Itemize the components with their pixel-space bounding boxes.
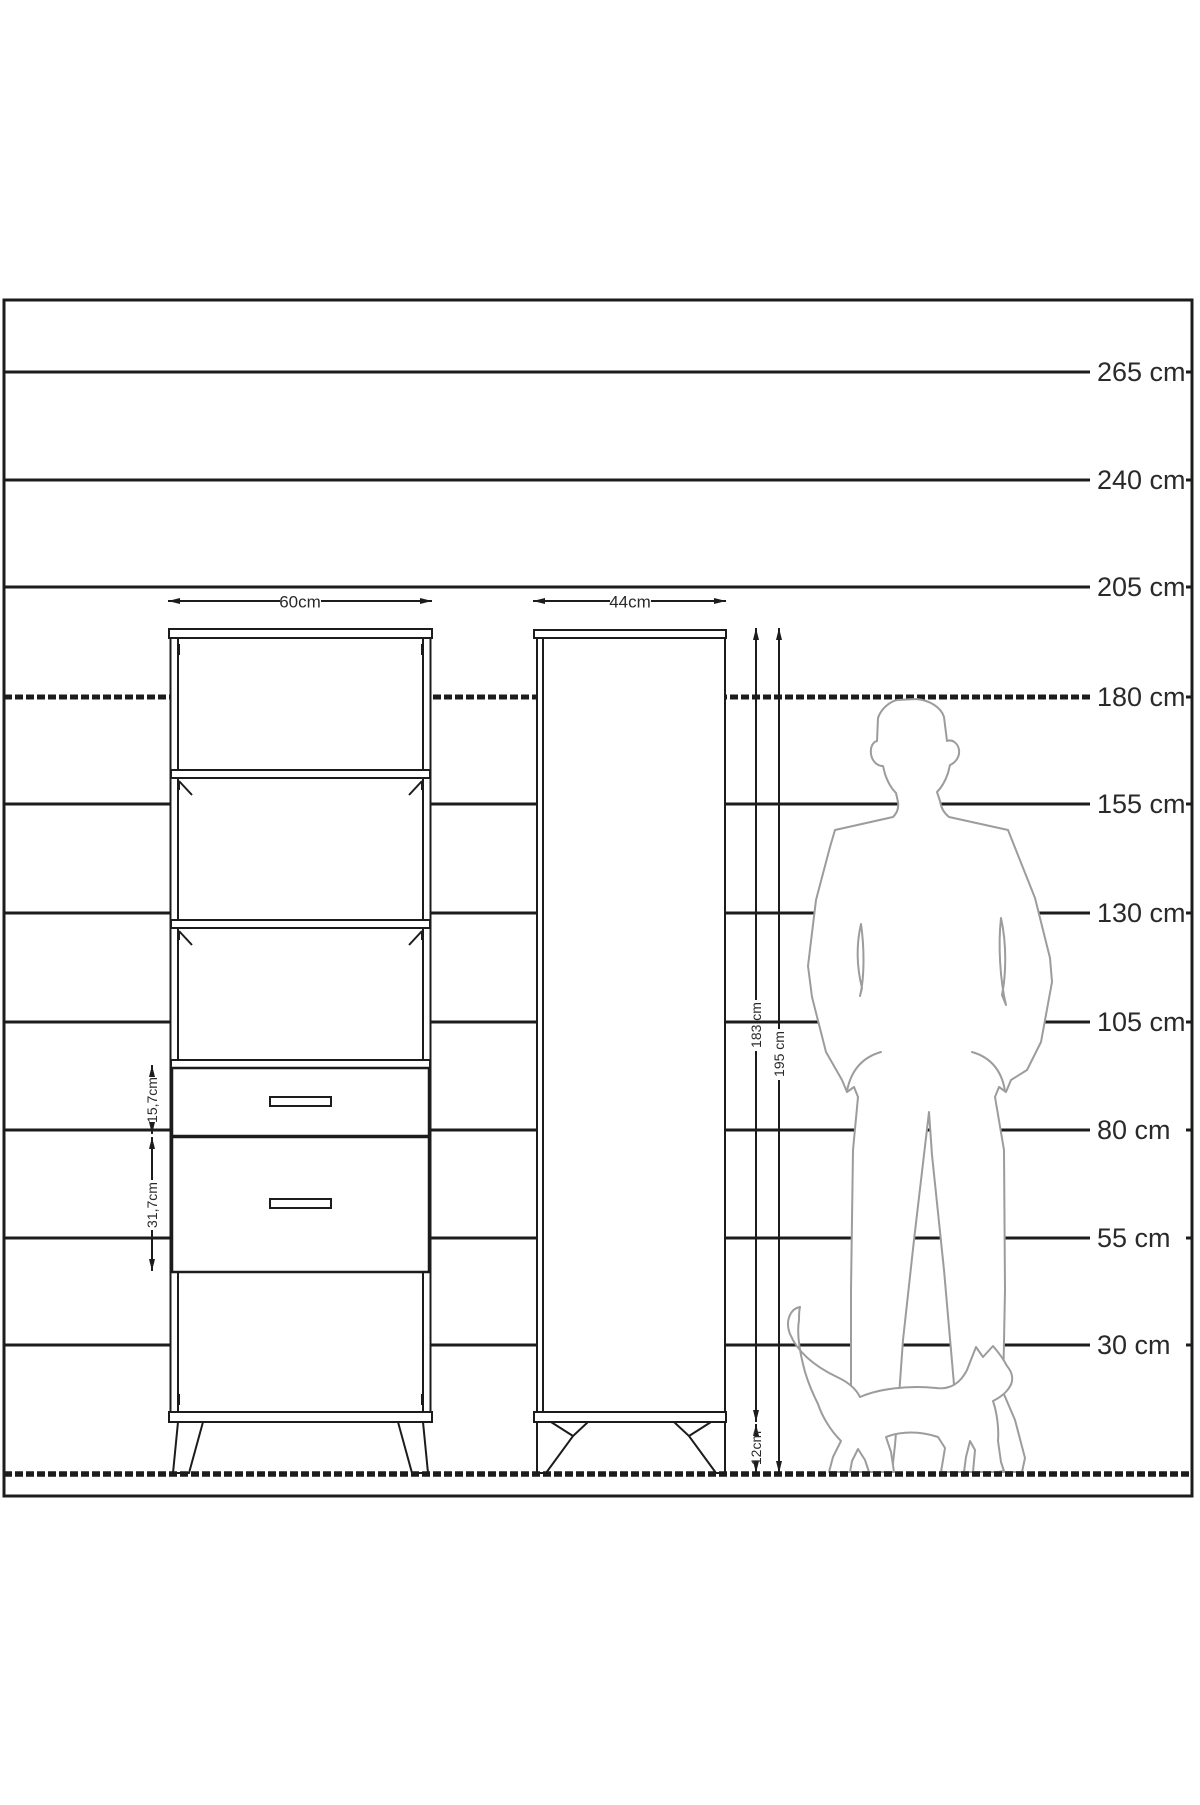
front-body <box>171 638 431 1412</box>
man-outline <box>808 699 1052 1472</box>
scale-label-205: 205 cm <box>1097 572 1186 602</box>
front-top-panel <box>169 629 432 638</box>
scale-label-30: 30 cm <box>1097 1330 1171 1360</box>
front-leg-left <box>173 1422 203 1473</box>
side-bottom-panel <box>534 1412 726 1422</box>
side-body-height-label: 183 cm <box>748 1002 764 1048</box>
drawer-top-handle <box>270 1097 331 1106</box>
cabinet-front-view <box>169 629 432 1473</box>
scale-label-155: 155 cm <box>1097 789 1186 819</box>
scale-label-80: 80 cm <box>1097 1115 1171 1145</box>
top-drawer-height-label: 15,7cm <box>144 1077 160 1123</box>
height-scale-labels <box>1097 357 1186 1360</box>
scale-label-55: 55 cm <box>1097 1223 1171 1253</box>
side-body <box>537 638 725 1412</box>
man-silhouette <box>808 699 1052 1472</box>
front-width-label: 60cm <box>279 592 321 612</box>
scale-label-130: 130 cm <box>1097 898 1186 928</box>
scale-label-180: 180 cm <box>1097 682 1186 712</box>
cabinet-side-view <box>534 630 726 1473</box>
side-top-panel <box>534 630 726 638</box>
scale-label-105: 105 cm <box>1097 1007 1186 1037</box>
scale-label-240: 240 cm <box>1097 465 1186 495</box>
drawer-bottom-handle <box>270 1199 331 1208</box>
front-bottom-panel <box>169 1412 432 1422</box>
front-leg-right <box>398 1422 428 1473</box>
front-shelf-1 <box>171 770 430 778</box>
front-shelf-2 <box>171 920 430 928</box>
bottom-drawer-height-label: 31,7cm <box>144 1182 160 1228</box>
side-total-height-label: 195 cm <box>771 1031 787 1077</box>
side-leg-height-label: 12cm <box>748 1430 764 1466</box>
scale-label-265: 265 cm <box>1097 357 1186 387</box>
side-depth-label: 44cm <box>609 592 651 612</box>
